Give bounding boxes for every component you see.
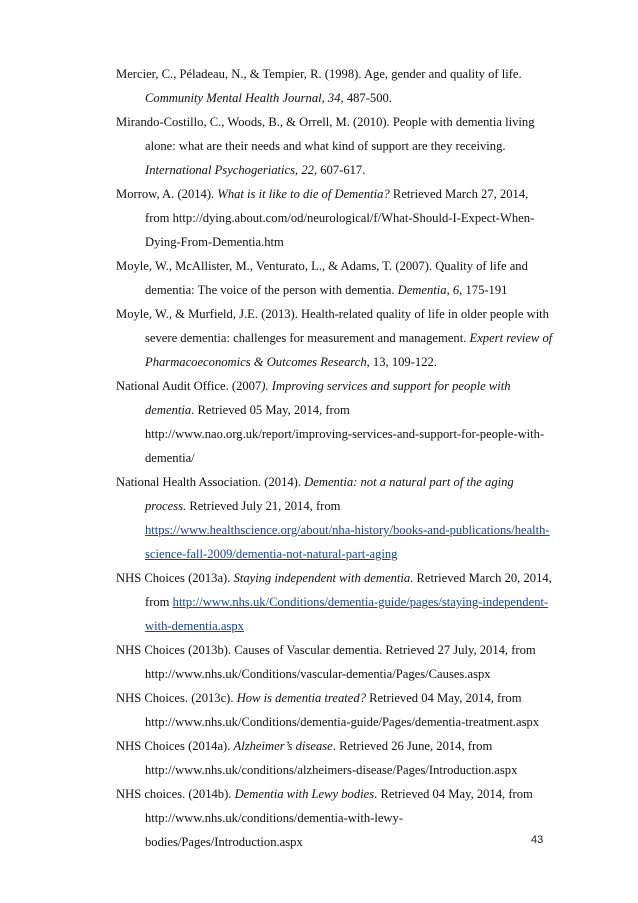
reference-text: alone: what are their needs and what kind of support are they receiving. — [145, 139, 506, 153]
reference-text: NHS Choices. (2013c). — [116, 691, 237, 705]
reference-text: National Health Association. (2014). — [116, 475, 305, 489]
reference-italic-text: Alzheimer’s disease — [233, 739, 333, 753]
reference-first-line — [116, 62, 576, 86]
reference-continuation-line — [116, 278, 576, 302]
reference-continuation-line — [116, 590, 576, 614]
reference-entry — [116, 374, 576, 470]
reference-first-line — [116, 782, 576, 806]
reference-text: . Retrieved 26 June, 2014, from — [332, 739, 493, 753]
reference-text: Retrieved March 27, 2014, — [389, 187, 529, 201]
reference-continuation-line — [116, 662, 576, 686]
reference-text: Moyle, W., McAllister, M., Venturato, L., & Adams, T. (2007). Quality of life and — [116, 259, 528, 273]
reference-link[interactable]: with-dementia.aspx — [145, 619, 244, 633]
reference-text: http://www.nao.org.uk/report/improving-services-and-support-for-people-with- — [145, 427, 545, 441]
reference-continuation-line — [116, 518, 576, 542]
reference-continuation-line — [116, 206, 576, 230]
reference-italic-text: International Psychogeriatics, 22 — [145, 163, 314, 177]
reference-first-line — [116, 110, 576, 134]
page-number: 43 — [531, 834, 544, 846]
reference-italic-text: Pharmacoeconomics & Outcomes Research — [145, 355, 367, 369]
reference-continuation-line — [116, 806, 576, 830]
reference-text: 175-191 — [462, 283, 508, 297]
reference-text: . Retrieved March 20, 2014, — [410, 571, 552, 585]
reference-italic-text: What is it like to die of Dementia? — [217, 187, 390, 201]
reference-first-line — [116, 566, 576, 590]
reference-first-line — [116, 638, 576, 662]
reference-text: NHS choices. (2014b). — [116, 787, 235, 801]
reference-first-line — [116, 302, 576, 326]
reference-text: Dying-From-Dementia.htm — [145, 235, 284, 249]
reference-text: dementia/ — [145, 451, 195, 465]
reference-italic-text: Staying independent with dementia — [233, 571, 411, 585]
reference-text: , 13, 109-122. — [366, 355, 437, 369]
reference-text: http://www.nhs.uk/conditions/dementia-with-lewy- — [145, 811, 404, 825]
reference-continuation-line — [116, 350, 576, 374]
reference-continuation-line — [116, 326, 576, 350]
reference-entry — [116, 734, 576, 782]
reference-text: , 607-617. — [313, 163, 366, 177]
reference-italic-text: Dementia, 6, — [397, 283, 463, 297]
reference-continuation-line — [116, 446, 576, 470]
reference-first-line — [116, 182, 576, 206]
reference-text: Moyle, W., & Murfield, J.E. (2013). Health-related quality of life in older people with — [116, 307, 549, 321]
reference-italic-text: Expert review of — [469, 331, 553, 345]
reference-italic-text: How is dementia treated? — [236, 691, 366, 705]
reference-continuation-line — [116, 494, 576, 518]
reference-entry — [116, 638, 576, 686]
reference-continuation-line — [116, 86, 576, 110]
reference-italic-text: process. — [145, 499, 187, 513]
reference-text: , 487-500. — [340, 91, 392, 105]
reference-continuation-line — [116, 230, 576, 254]
reference-continuation-line — [116, 614, 576, 638]
reference-text: NHS Choices (2013b). Causes of Vascular dementia. Retrieved 27 July, 2014, from — [116, 643, 536, 657]
reference-entry — [116, 110, 576, 182]
reference-text: from — [145, 595, 173, 609]
reference-entry — [116, 470, 576, 566]
reference-text: bodies/Pages/Introduction.aspx — [145, 835, 303, 849]
reference-text: severe dementia: challenges for measurement and management. — [145, 331, 470, 345]
reference-link[interactable]: https://www.healthscience.org/about/nha-history/books-and-publications/health- — [145, 523, 550, 537]
reference-italic-text: Dementia: not a natural part of the aging — [304, 475, 514, 489]
reference-continuation-line — [116, 158, 576, 182]
reference-continuation-line — [116, 758, 576, 782]
reference-italic-text: ). Improving services and support for people with — [261, 379, 511, 393]
reference-entry — [116, 566, 576, 638]
reference-continuation-line — [116, 710, 576, 734]
reference-text: NHS Choices (2014a). — [116, 739, 234, 753]
reference-text: Mercier, C., Péladeau, N., & Tempier, R. (1998). Age, gender and quality of life. — [116, 67, 522, 81]
reference-text: Retrieved July 21, 2014, from — [186, 499, 341, 513]
reference-entry — [116, 182, 576, 254]
reference-text: . Retrieved 04 May, 2014, from — [374, 787, 533, 801]
reference-text: Retrieved 04 May, 2014, from — [366, 691, 522, 705]
reference-first-line — [116, 470, 576, 494]
reference-continuation-line — [116, 134, 576, 158]
reference-text: from http://dying.about.com/od/neurological/f/What-Should-I-Expect-When- — [145, 211, 535, 225]
reference-continuation-line — [116, 542, 576, 566]
reference-italic-text: Dementia with Lewy bodies — [234, 787, 375, 801]
reference-first-line — [116, 734, 576, 758]
reference-text: Mirando-Costillo, C., Woods, B., & Orrell, M. (2010). People with dementia living — [116, 115, 535, 129]
reference-link[interactable]: science-fall-2009/dementia-not-natural-part-aging — [145, 547, 398, 561]
reference-list — [116, 62, 576, 854]
reference-text: http://www.nhs.uk/Conditions/vascular-dementia/Pages/Causes.aspx — [145, 667, 491, 681]
reference-entry — [116, 782, 576, 854]
reference-text: http://www.nhs.uk/conditions/alzheimers-disease/Pages/Introduction.aspx — [145, 763, 518, 777]
reference-continuation-line — [116, 398, 576, 422]
reference-text: . Retrieved 05 May, 2014, from — [191, 403, 350, 417]
reference-entry — [116, 302, 576, 374]
reference-text: http://www.nhs.uk/Conditions/dementia-guide/Pages/dementia-treatment.aspx — [145, 715, 540, 729]
reference-text: NHS Choices (2013a). — [116, 571, 234, 585]
reference-italic-text: Community Mental Health Journal, 34 — [145, 91, 341, 105]
reference-first-line — [116, 374, 576, 398]
reference-italic-text: dementia — [145, 403, 192, 417]
reference-link[interactable]: http://www.nhs.uk/Conditions/dementia-guide/pages/staying-independent- — [172, 595, 549, 609]
reference-first-line — [116, 254, 576, 278]
reference-continuation-line — [116, 830, 576, 854]
reference-entry — [116, 62, 576, 110]
reference-text: dementia: The voice of the person with dementia. — [145, 283, 398, 297]
reference-text: Morrow, A. (2014). — [116, 187, 218, 201]
reference-text: National Audit Office. (2007 — [116, 379, 262, 393]
reference-continuation-line — [116, 422, 576, 446]
reference-first-line — [116, 686, 576, 710]
reference-entry — [116, 254, 576, 302]
reference-entry — [116, 686, 576, 734]
